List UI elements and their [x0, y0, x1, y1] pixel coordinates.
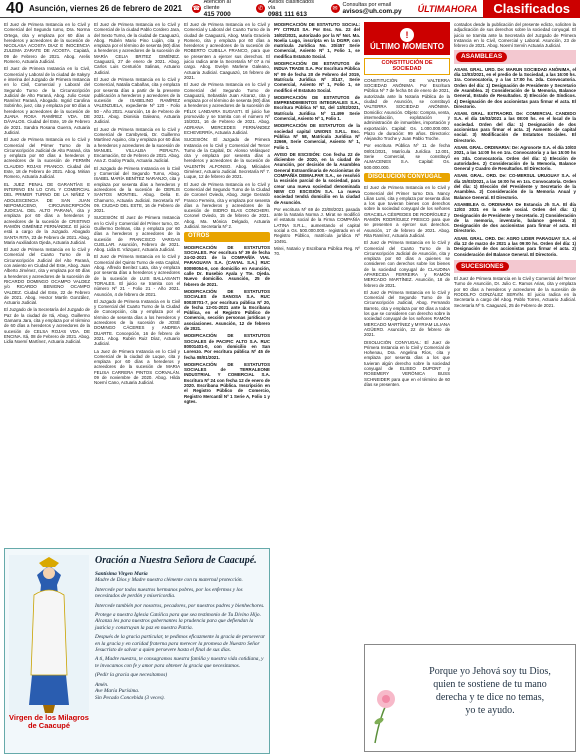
contact-email-address[interactable]: avisos@uh.com.py — [342, 8, 402, 15]
section-label-constitucion: CONSTITUCIÓN DE SOCIEDAD — [364, 58, 450, 75]
notice: MODIFICACIÓN DE ESTATUTOS de EMPRENDIMIENTOS INTEGRALES S.A., Escritura Pública Nº 52, del 13/02/2021, Matrícula Jurídica Nº 11.499 Serie Comercial, Asiento Nº 1, Folio 1. — [274, 94, 360, 122]
notice: El Juzgado de Primera Instancia en lo Civil y Comercial del Cuarto Turno de la Ciudad de Concepción, cita y emplaza por el término de sesenta días a los herederos y acreedores de la sucesión de JOSÉ DOMINGO CÁCERES y ANDREA DUARTE. Concepción, 16 de febrero de 2021. Abog. Rubén Ruiz Díaz, Actuario Judicial. — [94, 298, 180, 347]
prayer-line: Después de la gracia particular, te pedimos eficazmente la gracia de perseverar en la gracia y en caridad fraterna para merecer la promesa de Nuestro Señor Jesucristo de salvar a quien persevere hasta el final de sus días. — [95, 634, 266, 654]
notice: ASAMBLEA G. ORDINARIA De Estancia Jh S.A. El día 12/03 2021 en la sede social. Orden del día: 1) Designación de Presidente y Secretario. 2) Consideración de la memoria, inventario, balance general. 3) Designación de dos accionistas para firmar el acta. El Directorio. — [454, 201, 576, 234]
notice: El Juez de Primera Instancia en lo Civil y Comercial del Tercer Turno de Asunción, Dr. Julio C. Ramos Arias, cita y emplaza por 60 días a herederos y acreedores de la sucesión de RODOLFO GONZÁLEZ SERVÍN. El juicio radica en la Secretaría a cargo del Abog. Pablo Torres, Actuario Judicial. Secretaría Nº 5. Caaguazú, 25 de Febrero de 2021. — [454, 276, 576, 308]
notice: Por escritura Nº 69 de 23/08/2021 pasada ante la Notaria Norma J. Mirat se modificó el estatuto social de la Firma COMPAÑÍA LATINA S.R.L., aumentando el capital social a Gs. 500.000.000.- registrado en el Registro Público, matrícula jurídica Nº 10491. — [274, 206, 360, 244]
notice: El Juez de Primera Instancia en lo Civil y Comercial de la ciudad Pablo Cordero Jara, del Sexto Turno, de la ciudad de Caaguazú, Abog. Rubén Mario Pino Luján, cita y emplaza por el término de sesenta (60) días a herederos y acreedores de la sucesión de MARÍA CELIA BRITEZ GIMÉNEZ. Caaguazú, 27 de enero de 2021. Abog. Carlos Luis Centurión Salinas, Actuario Judicial. — [94, 22, 180, 75]
notice: El Juzgado de Primera Instancia en lo Civil y Comercial del Segundo Turno, Abog. ISABEL MARÍA BENÍTEZ NARANJO, cita y emplaza por sesenta días a herederos y acreedores de la sucesión de DERLIS SANTOS MONTIEL. Abog. Delia E. Chamorro, Actuaria Judicial. Secretaría Nº 09. CIUDAD DEL ESTE, 16 de Febrero de 2021. — [94, 165, 180, 214]
ultimo-momento-label: ÚLTIMO MOMENTO — [370, 42, 444, 51]
prayer-title: Oración a Nuestra Señora de Caacupé. — [95, 555, 257, 566]
column-3 — [184, 22, 270, 544]
prayer-line: Santísima Virgen María — [95, 571, 148, 577]
notice: EL JUEZ PENAL DE GARANTÍAS E INTERINO EN LO CIVIL Y COMERCIAL DEL PRIMER TURNO DE LA NIÑEZ Y ADOLESCENCIA DE SAN JUAN NEPOMUCENO, CIRCUNSCRIPCIÓN JUDICIAL DEL ALTO PARANÁ, cita y emplaza por 60 días a herederos y acreedores de la sucesión de CRISTINO RAMÓN GIMÉNEZ FERNÁNDEZ. El juicio está a cargo de la Juzgado. Abogado SANTA RITA, 23 de Febrero de 2021. Abog. Maria Auxiliadora Ojeda, Actuaria Judicial. — [4, 181, 90, 245]
whatsapp-icon: ✆ — [258, 6, 264, 12]
notice: El Juez de Primera Instancia en lo Civil y Comercial del Primer Turno de la Circunscripción Judicial de Alto Paraná, cita y emplaza por 60 días a herederos y acreedores de la sucesión de FERMÍN CLAUDIO ROJAS FRANCO. Ciudad del Este, 18 de Febrero de 2021. Abog. Mirian Romero, Actuaria Judicial. — [4, 137, 90, 180]
prayer-line: Intercede por todos nuestros hermanos pobres, por los enfermos y los necesitados de perdón y misericordia. — [95, 586, 243, 600]
notice: MODIFICACIÓN DE ESTATUTOS SOCIALES de PACIFIC ALTO S.A. RUC 80001401-0, con domicilio en San Lorenzo. Por escritura pública Nº 45 de fecha 08/01/2021. — [184, 333, 270, 360]
prayer-line: Intercede también por nosotros, pecadores, por nuestros padres y bienhechores. — [95, 602, 265, 609]
notice: ASAM. GRAL. ORD. De: CO-MERSUL URUGUAY S.A. el día 15/03/2021, a las 16:00 hs en 1ra. Convocatoria. Orden del día: 1) Elección del Presidente y Secretario de la Asamblea. 2) Consideración de la Memoria Anual y Balance General. El Directorio. — [454, 173, 576, 200]
phone-icon: ☎ — [192, 6, 201, 12]
notice: La Juez de Primera Instancia en lo Civil y Comercial de la ciudad de Luque, cita y emplaza por 60 días a herederos y acreedores de la sucesión de MARIA FELISA CARRERA PINTOS CORVALÁN. 09 de noviembre de 2020. Abog. Hilda Noemí Cano, Actuaria Judicial. — [94, 348, 180, 386]
prayer-text — [95, 571, 267, 704]
notice: El Juez de Primera Instancia en lo Civil y Comercial del Primer turno Dra. Nancy Lilian Lumi, cita y emplaza por sesenta días a los que tuvieran bienes con derechos sobre la sociedad conyugal de los señores GRACIELA CÉSPEDES DE RODRÍGUEZ y RAMÓN RODRÍGUEZ FRESCO para que se presenten a ejercer sus derechos. Asunción, 17 de febrero de 2021. Abog. Rita Ramírez, Actuaria Judicial. — [364, 185, 450, 238]
brand-block — [412, 0, 580, 18]
brand-logo: ÚLTIMAHORA — [417, 3, 478, 14]
page-header — [0, 0, 580, 18]
section-label-sucesiones: SUCESIONES — [456, 262, 509, 271]
column-1 — [4, 22, 90, 544]
contact-whatsapp — [256, 0, 320, 18]
notice: El Juez de Primera Instancia en lo Civil y Comercial del Cuarto Turno de la Circunscripción Judicial del Alto Paraná, con asiento en Ciudad del Este, Abog. Juan Alberto Jiménez, cita y emplaza por 60 días a herederos y acreedores de la sucesión de RICARDO DOMINGO OCAMPO VALDEZ y/o RICARDO BENIGNO OCAMPO VALDEZ. Ciudad del Este, 22 de Febrero de 2021. Abog. Hector Martín González, Actuario Judicial. — [4, 247, 90, 306]
prayer-line: A ti, Madre nuestra, te consagramos nuestra familia y nuestra vida cotidiana, y te invocamos con fe y amor para obtener la gracia que necesitamos. — [95, 656, 264, 669]
notice: contados desde la publicación del presente edicto, soliciten la adjudicación de sus derechos sobre la sociedad conyugal. El juicio se tramita ante la Secretaría del Juzgado de Primera Instancia en lo Civil, Comercial y Laboral. Asunción, 23 de febrero de 2021. Abog. Noemí Servín Actuaria Judicial. — [454, 22, 576, 49]
column-6 — [454, 22, 576, 752]
bell-icon: ! — [400, 28, 414, 42]
email-icon: ✉ — [332, 6, 338, 12]
notice: El Juez de Primera Instancia en lo Civil y Comercial del Segundo Turno de la Ciudad de Coronel Oviedo, Abog. Jorge Gerardo Franco Ferreira, cita y emplaza por sesenta días a herederos y acreedores de la sucesión de ISIDRO BLAS CONCHERI. Coronel Oviedo, 15 de febrero de 2021. Abog. Ma. Mónica Delgado, Actuaria Judicial. Secretaría Nº 2. — [184, 181, 270, 229]
ultimo-momento-banner — [364, 22, 450, 55]
page-number: 40 — [6, 0, 24, 17]
notice: El Juez de Primera Instancia en lo Civil y Comercial y Laboral del Cuarto Turno de la ciudad de Caaguazú, Abog. María Graciela Romero, cita y emplaza por 60 días a herederos y acreedores de la sucesión de ROBERTO CUBILLA FRANCO, para que se presenten a ejercer sus derechos. El juicio radica ante la Secretaría Nº 07 a mi cargo. Abog. Evelyn Marlene Galeano, Actuaria Judicial. Caaguazú, 16 febrero de 2021. — [184, 22, 270, 80]
section-label-disolucion: DISOLUCIÓN CONYUGAL — [364, 173, 450, 182]
contact-phone-label: Atención al cliente — [203, 0, 231, 11]
notice: El Juez de Primera Instancia en lo Civil y Comercial del Segundo Turno de la Circunscripción Judicial, Abog. Fernando Barreto, cita y emplaza por 60 días a todos los que se consideren con derecho sobre la sociedad conyugal de los señores RAMÓN MERCADO MARTÍNEZ y MYRIAM LILIANA AGÜERO. Asunción, 22 de febrero de 2021. — [364, 289, 450, 338]
contact-phone-number: 415 7000 — [203, 11, 231, 18]
section-label-asambleas: ASAMBLEAS — [456, 52, 507, 61]
notice: Por escritura Pública Nº 11 de fecha 08/01/2021, Matrícula Jurídica 12.001, Serie Comercial, se constituyó ALMACENES S.A. Capital: Gs. 500.000.000. — [364, 143, 450, 170]
prayer-line: Ave María Purísima. — [95, 688, 140, 695]
section-sucesiones — [454, 260, 576, 273]
contact-phone — [192, 0, 246, 18]
prayer-line: Sin Pecado Concebida (3 veces). — [95, 694, 165, 701]
notice: MODIFICACIÓN DE ESTATUTOS de INDUA TRADE S.A. Por Escritura Pública Nº 09 de fecha 20 de Febrero del 2019, Matrícula Jurídica Nº 3/147, Serie Comercial, Asiento Nº 1, Folio 1, se modificó el Estatuto Social. — [274, 61, 360, 93]
promo-line: Porque yo Jehová soy tu Dios, — [429, 666, 551, 677]
promo-line: quien te sostiene de tu mano — [433, 679, 547, 690]
prayer-box — [4, 548, 270, 754]
prayer-line: Amén. — [95, 681, 109, 688]
promo-line: derecha y te dice no temas, — [435, 692, 545, 703]
issue-date: Asunción, viernes 26 de febrero de 2021 — [29, 4, 182, 13]
column-4 — [274, 22, 360, 752]
notice: El Juez de Primera Instancia en lo Civil y Comercial del Cuarto Turno de la Circunscripción Judicial de Asunción, cita y emplaza por 60 días a quienes se consideren con derechos sobre los bienes de la sociedad conyugal de CLAUDINA APARECIDA FERREIRA y RAMÓN MERCADO MARTÍNEZ. Asunción, 18 de febrero de 2021. — [364, 240, 450, 288]
notice: MODIFICACIÓN DE ESTATUTO SOCIAL: PY CITRUS SA. Por Esc. No. 22 del 16/02/2021, autorizado por la Nº Not. Ma. Noelia Lugo, inscripta en la DGRP, con matrícula Jurídica No. 20/457 Serie Comercial, Asiento Nº 1, Folio 1, se modifica Estatuto Social. — [274, 22, 360, 59]
notice: El Juez de Primera Instancia en lo Civil y Comercial del Segundo turno, Dra. Norma Ortega, cita y emplaza por 60 días a herederos y acreedores de la sucesión de NICOLASA ACOSTA DIAZ E INOCENCIA ZULEMA ZARATE DE ACOSTA. Capiatá, 09 de Febrero de 2021. Abog. Arelis Romero, Actuaria Judicial. — [4, 22, 90, 65]
contact-whatsapp-label: Avisos clasificados vía — [267, 0, 314, 11]
section-label-otros: OTROS — [184, 232, 270, 241]
notice: MODIFICACIÓN DE ESTATUTOS de la sociedad capital UNIONS S.R.L. Esc. Pública Nº 58, Matrícula Jurídica Nº 32669, Serie Comercial, Asiento Nº 1, Folio 1. — [274, 123, 360, 150]
notice: CONSTITUCIÓN DE VALTERRA SOCIEDAD ANÓNIMA. Por Escritura Pública Nº 7 de fecha 04 de enero de 2021, autorizada ante la Notaria Pública de la ciudad de Asunción, se constituyó VALTERRA SOCIEDAD ANÓNIMA. Domicilio: Asunción. Objeto: Compra, venta, intermediación, explotación y administración de inmuebles, importación y exportación. Capital: Gs. 1.000.000.000. Plazo de duración: 99 años. Directorio: Alejandro Troche y Juan Pablo Troche. — [364, 77, 450, 142]
prayer-line: Madre de Dios y Madre nuestra clémente con tu maternal protección. — [95, 577, 243, 584]
notice: El Juez de Primera Instancia en lo Civil, Comercial y Laboral de la ciudad de Itakyry e interina del Juzgado de Primera Instancia en lo Civil, Comercial y Laboral del Segundo Turno de la Circunscripción Judicial de Alto Paraná, Abog. Julio Cesar Ramírez Paraná, Abogado. Ingrid Carolina Sobrinho, juez, cita y emplaza por 60 días a herederos y acreedores de la sucesión de JUANA ROSA RAMÍREZ VDA. DE DÁVALOS. Ciudad del Este, 19 de Febrero de 2021. Sandra Rosana Guerra, Actuaria Judicial. — [4, 66, 90, 135]
promo-box — [364, 644, 576, 752]
notice: El Juzgado de la Secretaría del Juzgado de Paz de la ciudad de Itá, Abog. Guillermo Gamarra Jara, cita y emplaza por el término de 60 días a herederos y acreedores de la sucesión de CELSA ROJAS VDA. DE ENCINA. Itá, 08 de Febrero de 2021. Abog. Lidia Noemí Martínez, Actuaria Judicial. — [4, 307, 90, 345]
notice: AVISO DE ESCISIÓN: Con fecha 22 de diciembre de 2020, en la ciudad de Asunción, por decisión de la Asamblea General Extraordinaria de Accionistas de COMPAÑÍA DEMALPAR S.A., se resolvió la escisión parcial de la sociedad, para crear una nueva sociedad denominada NEW CO ESCISIÓN S.A. La nueva sociedad tendrá domicilio en la ciudad de Asunción. — [274, 151, 360, 205]
notice-footer: Mirei, Notario y Escribana Pública Reg. Nº 70. — [274, 245, 360, 257]
notice: El Juez de Primera Instancia en lo Civil y Comercial, Natalia Cabañas, cita y emplaza por sesenta días a partir de la presente publicación a herederos y acreedores de la sucesión de ISABELINO RAMÍREZ VALENZUELA, expediente Nº 120 - Folio 50 - Año 2021. Asunción, 16 de Febrero de 2021. Abog. Dionisia Galeano, Actuaria Judicial. — [94, 76, 180, 125]
contact-email-label: Consultas por email — [342, 2, 392, 8]
notice: El Juez de Primera Instancia en lo Civil y Comercial de Cambyretá, Dr. Guillermo Martínez Aquino, cita y emplaza por 60 días a herederos y acreedores de la sucesión de MANUEL VILLALBA PERALTA. Encarnación, 02 de Febrero de 2021. Abog. Ana Z. Godoy Prado, Actuaria Judicial. — [94, 126, 180, 164]
notice: MODIFICACIÓN DE ESTATUTOS SOCIALES de SANOSA S.A. RUC 80030701-7, por escritura pública Nº 20, de fecha 12-01-2021 ante la Escribana Pública, en el Registro Público de Comercio, sección personas jurídicas y asociaciones. Asunción, 12 de febrero de 2021. — [184, 288, 270, 332]
column-5 — [364, 22, 450, 752]
section-asambleas — [454, 50, 576, 63]
prayer-line: Protege a nuestra Iglesia Católica para que sea testimonio de Tu Divino Hijo. Alcanza les para nuestros gobernantes la prudencia para que defiendan la justicia y construyan la paz en nuestra Patria. — [95, 612, 261, 631]
notice: ASAM. GRAL. ORD. De: AGRO LIDER PARAGUAY S.A. el día 12 de marzo de 2021 a las 09:00 hs. Orden del día: 1) Designación de dos accionistas para firmar el acta. 2) Consideración del Balance General. El Directorio. — [454, 235, 576, 257]
notice: DISOLUCIÓN CONYUGAL: El Juez de Primera Instancia en lo Civil y Comercial de Hohenau, Dra. Angelina Ríos, cita y emplaza por sesenta días a los que tuvieran algún derecho sobre la sociedad conyugal de ELISEO DUPONT y ROSEMERY VERÓNICA BUSS SCHNEIDER para que en el término de 60 días se presenten. — [364, 339, 450, 387]
contact-email — [331, 2, 402, 15]
notice: ASAM. GRAL. EXTRAORD. De: COMERCIAL CANDIDO S.A. el día 16/03/2021 a las 08:00 hs. en el local de la sociedad. Orden del día: 1) Designación de dos accionistas para firmar el acta. 2) Aumento de capital social. 3) Modificación de Estatutos Sociales. El Directorio. — [454, 111, 576, 143]
promo-line: yo te ayudo. — [465, 705, 515, 716]
notice: SUCESIÓN: El Juez de Primera Instancia en lo Civil y Comercial del Primer turno, Dr. Guillermo Delmas, cita y emplaza por 60 días a herederos y acreedores de la sucesión de FRANCISCO VARGAS CUELLAR. Asunción, Febrero de 2021. Abog. Lidia E. Vázquez, Actuaria Judicial. — [94, 215, 180, 253]
virgin-caption: Virgen de los Milagros de Caacupé — [9, 713, 89, 730]
section-title: Clasificados — [483, 0, 580, 18]
notice: MODIFICACIÓN DE ESTATUTOS SOCIALES de TERRALEONE INDUSTRIAL Y COMERCIAL S.A. Escritura Nº 24 con fecha 12 de enero de 2020. Escribana Pública. Inscripción en el Registro Público de Comercio, Registro Mercantil Nº 1 Serie A, Folio 1 y sgtes. — [184, 361, 270, 404]
column-2 — [94, 22, 180, 544]
notice: El Juez de Primera Instancia en lo Civil y Comercial del Segundo Turno de Caaguazú, Sebastián Juan Alcaraz, cita y emplaza por el término de sesenta (60) días a herederos y acreedores de la sucesión de FÉLIX LANDAIRA SUGASTI. El juicio fue promovido y se tramita con el número Nº 15/2021, 16 de Febrero de 2021. Abog. ADRIANA MERCEDES FERNÁNDEZ ECHEVERRÍA, Actuaria Judicial. — [184, 82, 270, 135]
promo-text — [405, 665, 575, 717]
flower-icon — [369, 685, 403, 745]
notice: MODIFICACIÓN DE ESTATUTOS SOCIALES. Por escritura Nº 39 de fecha 24-02-2021 de la COMPAÑÍA VIAL PARAGUAYA S.A. (CAVIAL S.A.) RUC 80090054-6, con domicilio en Asunción, calle Dr. Eusebio Ayala y Tte. Ojeda. Nuevo domicilio. Asunción, 25 de febrero de 2021. — [184, 244, 270, 287]
notice: El Juez de Primera Instancia en lo Civil y Comercial del Quinto Turno de esta Capital, Abog. Alfredo Benítez Lata, cita y emplaza por sesenta días a herederos y acreedores de la sucesión de LUIS BALLASANTI TORALES. El juicio se tramita con el número Nº 21 - Folio 21 - Año 2021. Asunción, 4 de febrero de 2021. — [94, 254, 180, 297]
prayer-line: (Pedir la gracia que necesitamos) — [95, 672, 168, 679]
notice: ASAM. GRAL. ORDINARIA: De: Agronorte S.A. el día 10/03 2021, a las 14:00 hs en 1ra. Convocatoria y a las 15:00 hs en 2da. Convocatoria. Orden del día: 1) Elección de autoridades. 2) Consideración de la Memoria, Balance General y Cuadro de Resultados. El Directorio. — [454, 144, 576, 172]
notice: SUCESIÓN: El Juzgado de Primera Instancia en lo Civil y Comercial del Tercer Turno de la Capital, Dr. Alonso Velásquez cita y emplaza por sesenta días a herederos y acreedores de la sucesión de VALENTÍN ALFONSO. Abog. Milciades Giménez, Actuario Judicial. Secretaría Nº 7. Luque, 12 de febrero de 2021. — [184, 137, 270, 180]
contact-whatsapp-number: 0981 111 613 — [267, 11, 307, 18]
notice: ASAM. GRAL. URD. De: MARUN SOCIEDAD ANÓNIMA, el día 12/03/2021, en el predio de la Sociedad, a las 16:00 hs. 1ra. Convocatoria, y a las 17:00 hs. 2da. Convocatoria. Orden del día: 1) Designación de Presidente y Secretario de Asamblea. 2) Consideración de la Memoria, Balance General, Estado de Resultados. 3) Elección de Síndicos. 4) Designación de dos accionistas para firmar el acta. El Directorio. — [454, 66, 576, 109]
